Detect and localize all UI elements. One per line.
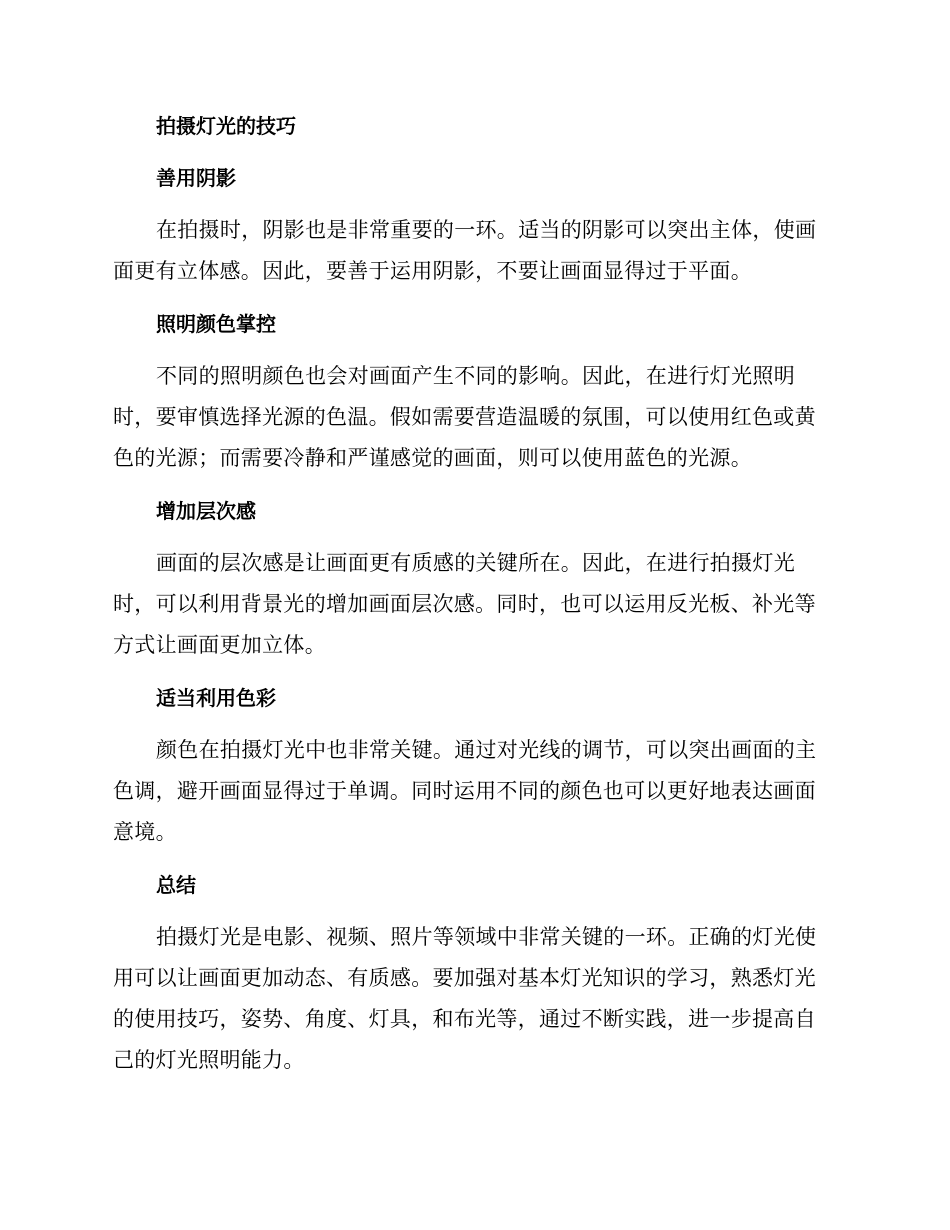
section-heading: 总结 [156, 873, 196, 897]
section-paragraph [113, 730, 829, 853]
section-color-use [113, 678, 829, 853]
paragraph-line: 画面的层次感是让画面更有质感的关键所在。因此，在进行拍摄灯光 [156, 551, 795, 575]
section-light-color [113, 304, 829, 479]
paragraph-line: 用可以让画面更加动态、有质感。要加强对基本灯光知识的学习，熟悉灯光 [113, 966, 816, 990]
paragraph-line: 在拍摄时，阴影也是非常重要的一环。适当的阴影可以突出主体，使画 [156, 218, 817, 242]
section-paragraph [113, 210, 829, 292]
paragraph-line: 方式让画面更加立体。 [113, 633, 326, 657]
section-paragraph [113, 356, 829, 479]
section-heading: 照明颜色掌控 [156, 312, 276, 336]
section-paragraph [113, 917, 829, 1081]
paragraph-line: 不同的照明颜色也会对画面产生不同的影响。因此，在进行灯光照明 [156, 364, 795, 388]
paragraph-line: 面更有立体感。因此，要善于运用阴影，不要让画面显得过于平面。 [113, 259, 752, 283]
paragraph-line: 意境。 [113, 820, 177, 844]
paragraph-line: 色调，避开画面显得过于单调。同时运用不同的颜色也可以更好地表达画面 [113, 779, 816, 803]
paragraph-line: 时，可以利用背景光的增加画面层次感。同时，也可以运用反光板、补光等 [113, 592, 816, 616]
paragraph-line: 时，要审慎选择光源的色温。假如需要营造温暖的氛围，可以使用红色或黄 [113, 405, 816, 429]
section-summary [113, 865, 829, 1081]
paragraph-line: 己的灯光照明能力。 [113, 1048, 305, 1072]
section-heading: 增加层次感 [156, 499, 256, 523]
section-shadows [113, 158, 829, 292]
document-page [113, 106, 829, 1093]
paragraph-line: 色的光源；而需要冷静和严谨感觉的画面，则可以使用蓝色的光源。 [113, 446, 752, 470]
section-layering [113, 491, 829, 666]
section-heading: 善用阴影 [156, 166, 236, 190]
paragraph-line: 拍摄灯光是电影、视频、照片等领域中非常关键的一环。正确的灯光使 [156, 925, 817, 949]
document-title: 拍摄灯光的技巧 [156, 114, 296, 138]
paragraph-line: 的使用技巧，姿势、角度、灯具，和布光等，通过不断实践，进一步提高自 [113, 1007, 816, 1031]
paragraph-line: 颜色在拍摄灯光中也非常关键。通过对光线的调节，可以突出画面的主 [156, 738, 817, 762]
section-heading: 适当利用色彩 [156, 686, 276, 710]
section-paragraph [113, 543, 829, 666]
